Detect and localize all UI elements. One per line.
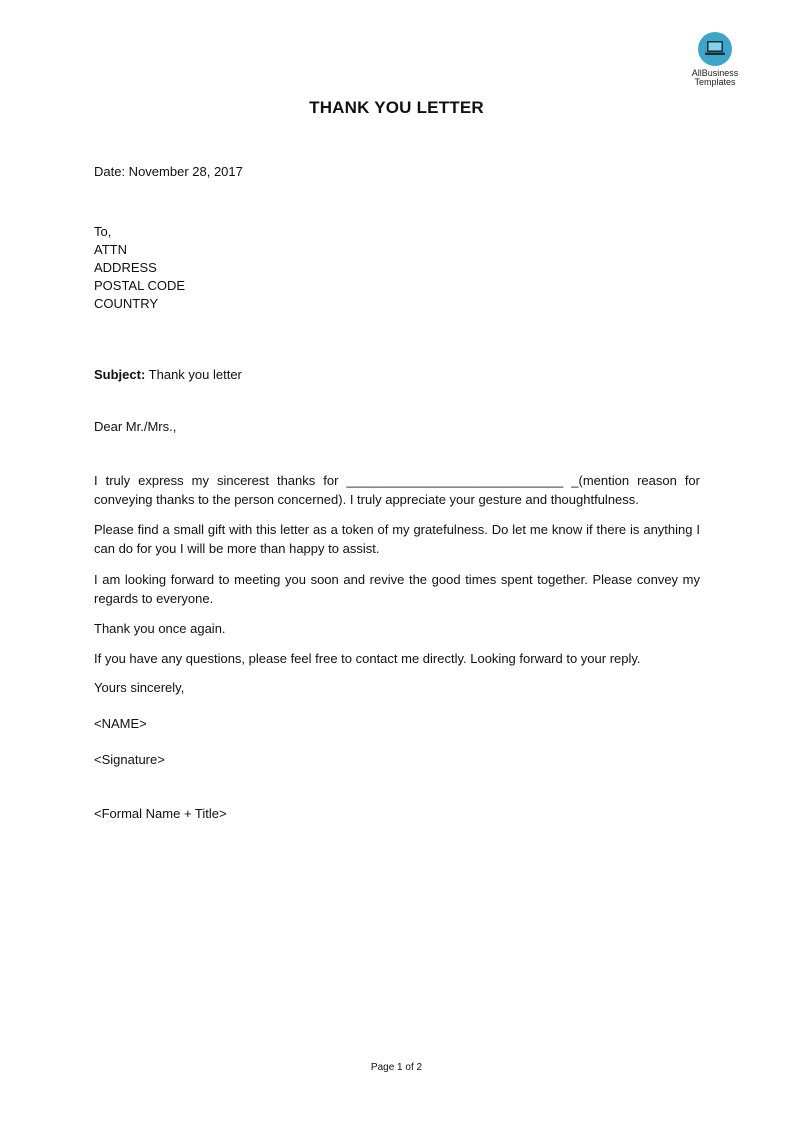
logo <box>680 32 750 87</box>
paragraph-2: Please find a small gift with this letter as a token of my gratefulness. Do let me know if there is anything I can do for you I will be more than happy to assist. <box>94 522 700 556</box>
page-number: Page 1 of 2 <box>370 1062 423 1073</box>
recipient-attn: ATTN <box>94 242 127 257</box>
paragraph-5: If you have any questions, please feel free to contact me directly. Looking forward to your reply. <box>94 651 641 666</box>
recipient-address: ADDRESS <box>94 260 157 275</box>
recipient-postal-code: POSTAL CODE <box>94 278 186 293</box>
closing: Yours sincerely, <box>94 680 185 695</box>
signature-placeholder: <Signature> <box>94 752 165 767</box>
logo-badge <box>698 32 732 66</box>
paragraph-4: Thank you once again. <box>94 621 226 636</box>
subject-line <box>94 366 242 384</box>
recipient-block <box>94 223 185 313</box>
logo-text <box>680 69 750 87</box>
paragraph-3: I am looking forward to meeting you soon and revive the good times spent together. Please convey my regards to everyone. <box>94 572 700 606</box>
sender-name: <NAME> <box>94 716 147 731</box>
salutation: Dear Mr./Mrs., <box>94 419 177 434</box>
letter-date: Date: November 28, 2017 <box>94 164 243 179</box>
page-title: THANK YOU LETTER <box>309 98 484 117</box>
paragraph-1: I truly express my sincerest thanks for ______________________________ _(mention reason for conveying thanks to the person concerned). I truly appreciate your gesture and thoughtfulness. <box>94 473 700 507</box>
logo-line-1: AllBusiness <box>691 68 739 78</box>
formal-name-title: <Formal Name + Title> <box>94 806 227 821</box>
laptop-icon <box>704 40 726 58</box>
recipient-to: To, <box>94 224 112 239</box>
subject-value: Thank you letter <box>145 367 242 382</box>
logo-line-2: Templates <box>694 77 736 87</box>
subject-label: Subject: <box>94 367 146 382</box>
recipient-country: COUNTRY <box>94 296 159 311</box>
